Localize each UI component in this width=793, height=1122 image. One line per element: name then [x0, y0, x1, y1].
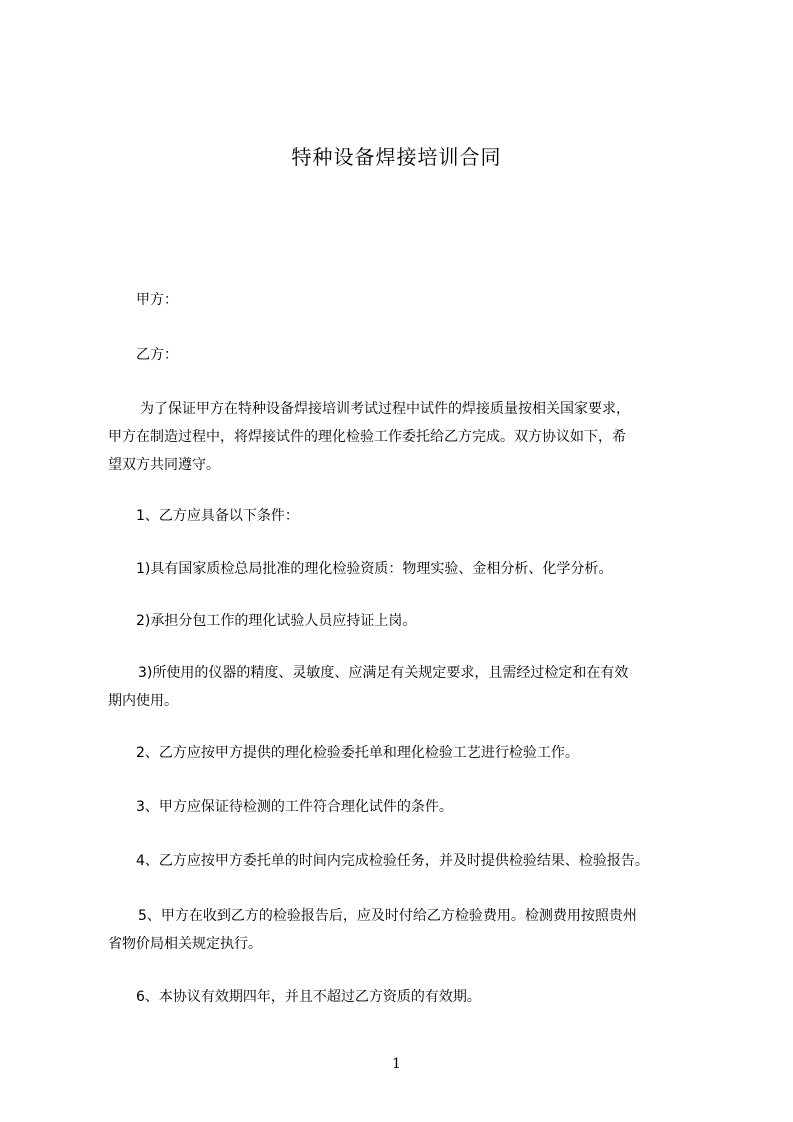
- clause-6: 6、本协议有效期四年，并且不超过乙方资质的有效期。: [136, 989, 481, 1005]
- intro-line-2: 甲方在制造过程中，将焊接试件的理化检验工作委托给乙方完成。双方协议如下，希: [108, 429, 626, 445]
- clause-3: 3、甲方应保证待检测的工件符合理化试件的条件。: [136, 799, 453, 815]
- clause-1-item-3-line-2: 期内使用。: [108, 693, 178, 709]
- clause-1-item-3-line-1: 3)所使用的仪器的精度、灵敏度、应满足有关规定要求，且需经过检定和在有效: [138, 665, 629, 681]
- party-b-label: 乙方：: [136, 347, 178, 363]
- intro-line-1: 为了保证甲方在特种设备焊接培训考试过程中试件的焊接质量按相关国家要求，: [140, 401, 630, 417]
- page-number: 1: [392, 1056, 401, 1072]
- clause-1: 1、乙方应具备以下条件：: [136, 508, 299, 524]
- party-a-label: 甲方：: [136, 292, 178, 308]
- intro-line-3: 望双方共同遵守。: [108, 457, 220, 473]
- clause-2: 2、乙方应按甲方提供的理化检验委托单和理化检验工艺进行检验工作。: [136, 745, 579, 761]
- clause-5-line-1: 5、甲方在收到乙方的检验报告后，应及时付给乙方检验费用。检测费用按照贵州: [138, 908, 637, 924]
- clause-1-item-2: 2)承担分包工作的理化试验人员应持证上岗。: [136, 613, 417, 629]
- clause-1-item-3: [108, 659, 708, 715]
- clause-5-line-2: 省物价局相关规定执行。: [108, 936, 262, 952]
- intro-paragraph: [108, 395, 708, 479]
- clause-4: 4、乙方应按甲方委托单的时间内完成检验任务，并及时提供检验结果、检验报告。: [136, 853, 649, 869]
- clause-1-item-1: 1)具有国家质检总局批准的理化检验资质：物理实验、金相分析、化学分析。: [136, 561, 613, 577]
- document-title: 特种设备焊接培训合同: [291, 145, 502, 169]
- clause-5: [108, 902, 708, 958]
